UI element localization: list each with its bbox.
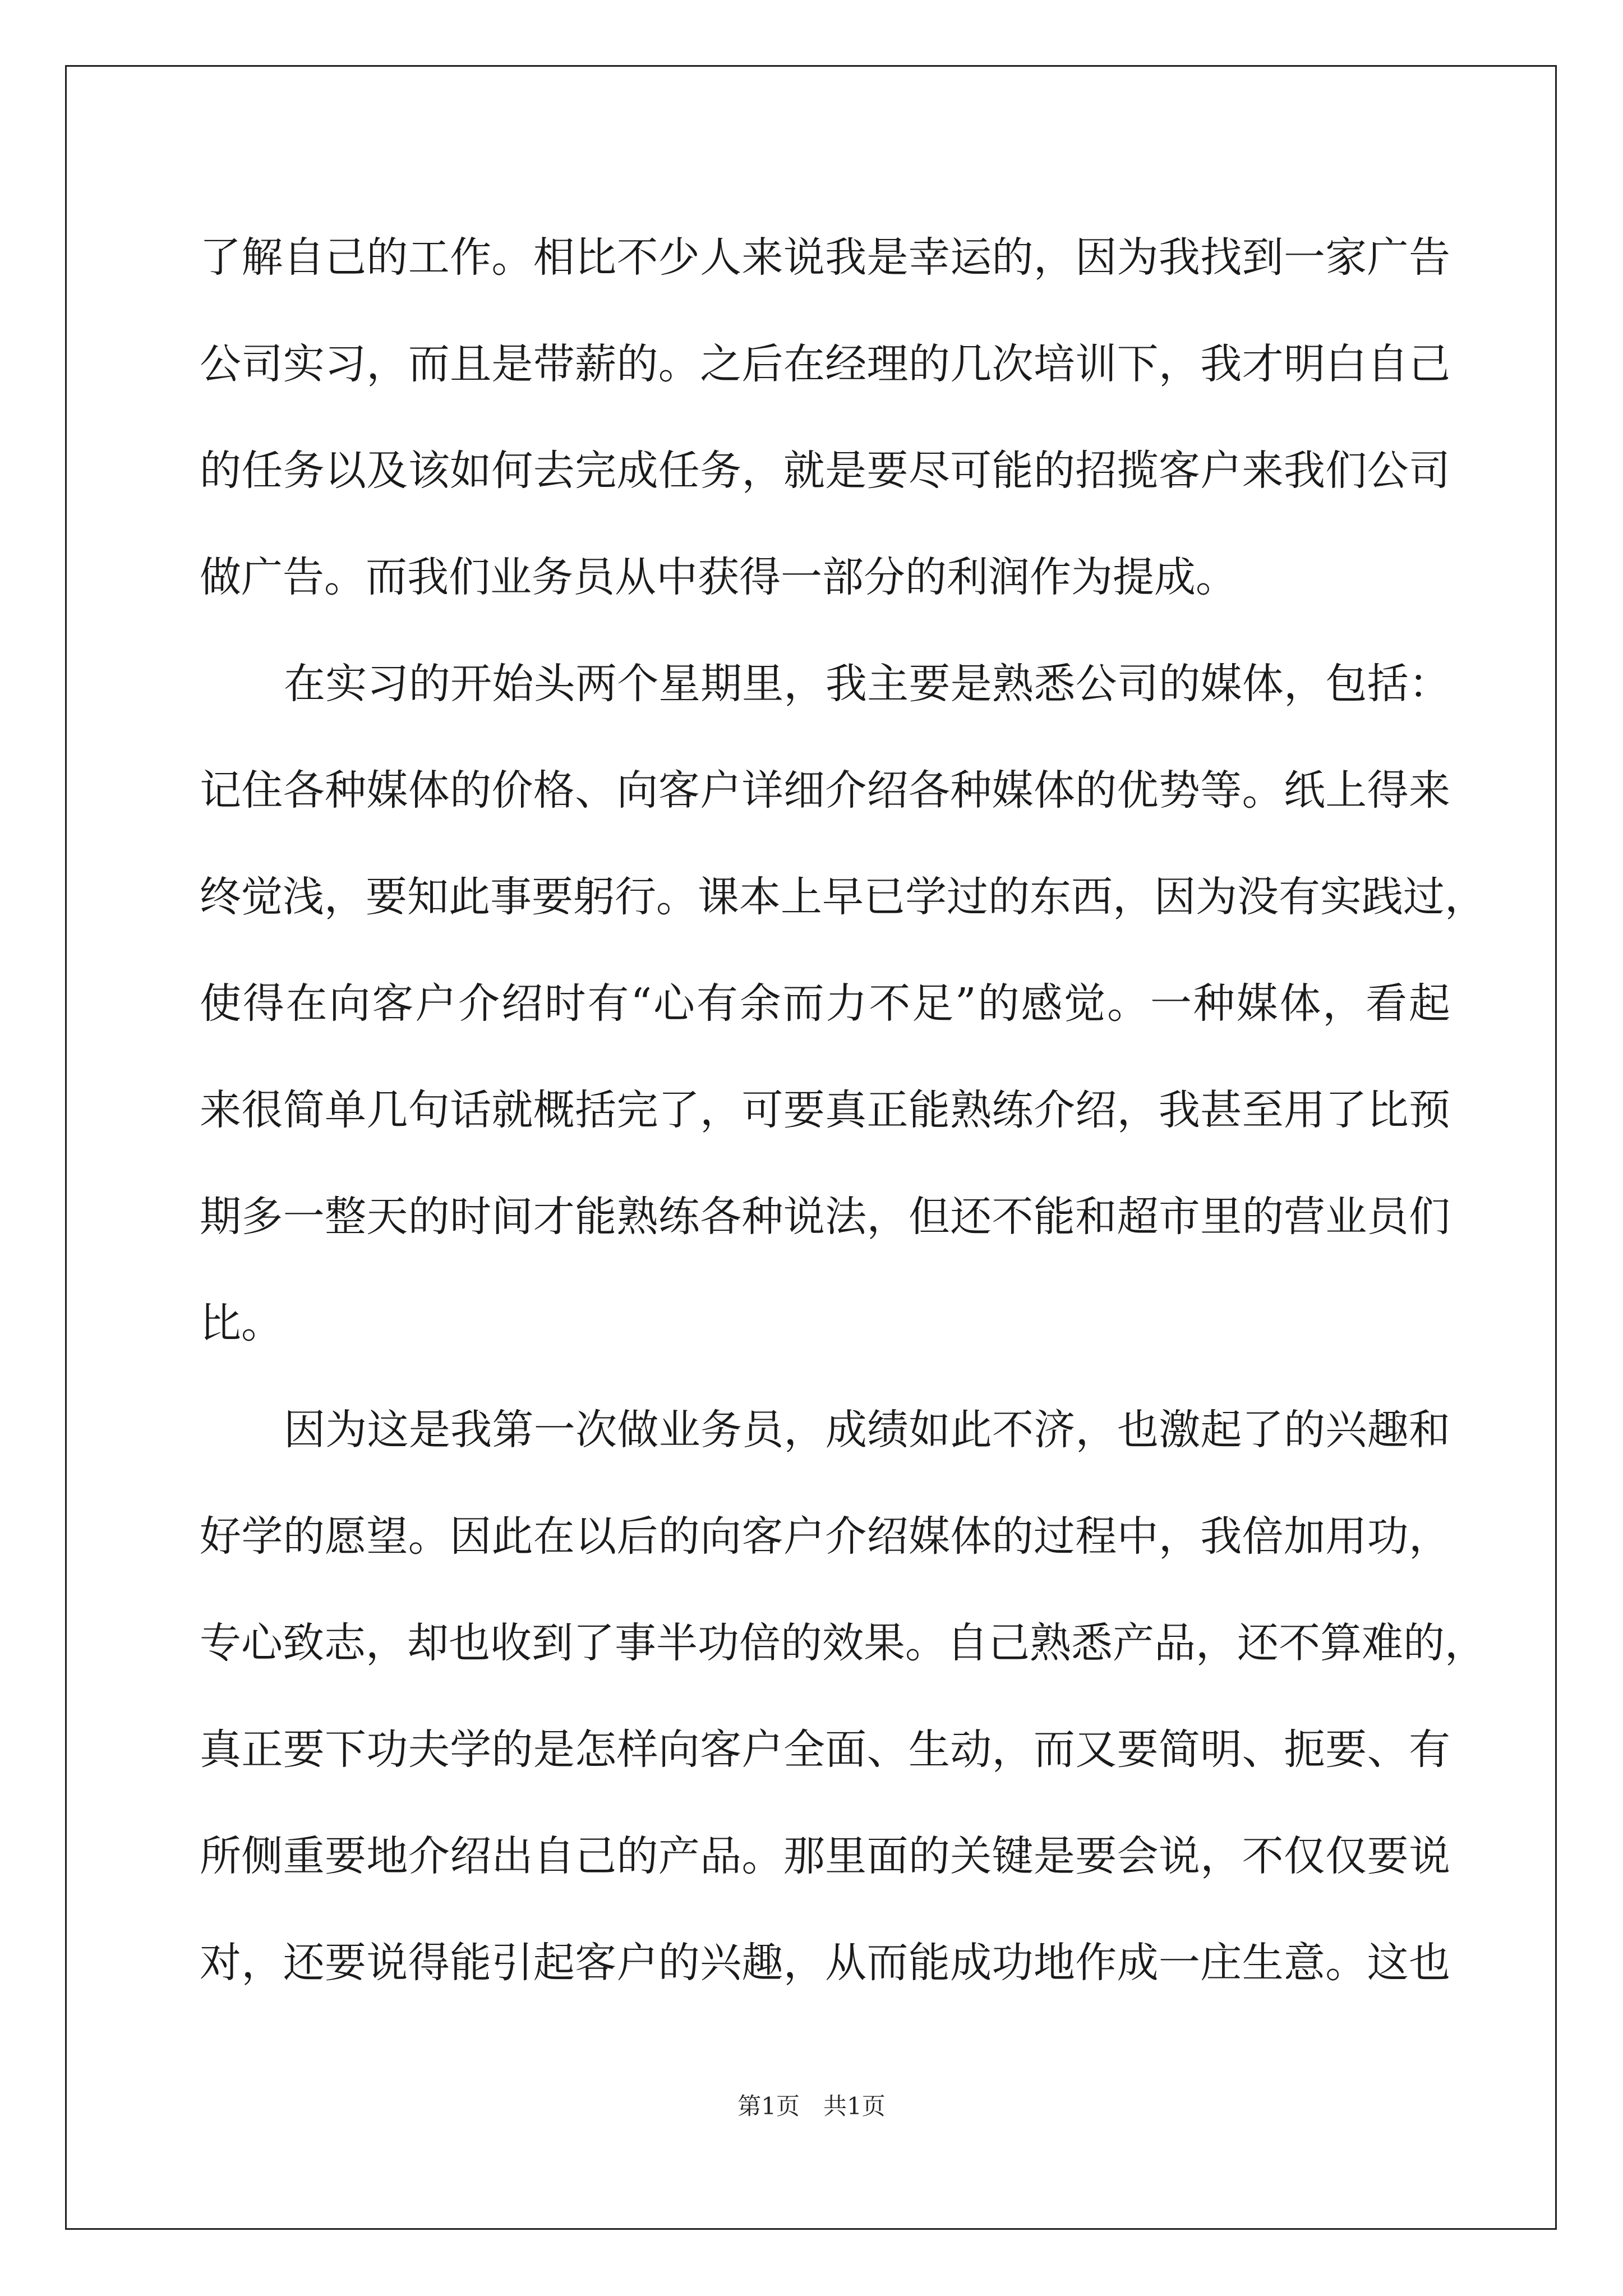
page-number-footer: 第1页 共1页 xyxy=(737,2092,886,2120)
text-line: 真正要下功夫学的是怎样向客户全面、生动，而又要简明、扼要、有 xyxy=(200,1726,1450,1774)
text-line: 因为这是我第一次做业务员，成绩如此不济，也激起了的兴趣和 xyxy=(284,1406,1450,1454)
document-body xyxy=(200,204,1486,2016)
text-line: 终觉浅，要知此事要躬行。课本上早已学过的东西，因为没有实践过， xyxy=(200,873,1486,921)
text-line: 对，还要说得能引起客户的兴趣，从而能成功地作成一庄生意。这也 xyxy=(200,1939,1450,1987)
text-line: 的任务以及该如何去完成任务，就是要尽可能的招揽客户来我们公司 xyxy=(200,447,1450,495)
text-line: 期多一整天的时间才能熟练各种说法，但还不能和超市里的营业员们 xyxy=(200,1193,1450,1241)
text-line: 公司实习，而且是带薪的。之后在经理的几次培训下，我才明白自己 xyxy=(200,340,1450,388)
text-line: 专心致志，却也收到了事半功倍的效果。自己熟悉产品，还不算难的， xyxy=(200,1619,1486,1667)
text-line: 所侧重要地介绍出自己的产品。那里面的关键是要会说，不仅仅要说 xyxy=(200,1832,1450,1880)
text-line: 在实习的开始头两个星期里，我主要是熟悉公司的媒体，包括： xyxy=(284,660,1450,708)
text-line: 使得在向客户介绍时有“心有余而力不足”的感觉。一种媒体，看起 xyxy=(200,979,1450,1028)
text-line: 了解自己的工作。相比不少人来说我是幸运的，因为我找到一家广告 xyxy=(200,233,1450,282)
text-line: 比。 xyxy=(200,1299,283,1347)
text-line: 记住各种媒体的价格、向客户详细介绍各种媒体的优势等。纸上得来 xyxy=(200,766,1450,815)
text-line: 来很简单几句话就概括完了，可要真正能熟练介绍，我甚至用了比预 xyxy=(200,1086,1450,1134)
text-line: 做广告。而我们业务员从中获得一部分的利润作为提成。 xyxy=(200,553,1237,601)
text-line: 好学的愿望。因此在以后的向客户介绍媒体的过程中，我倍加用功， xyxy=(200,1512,1450,1561)
